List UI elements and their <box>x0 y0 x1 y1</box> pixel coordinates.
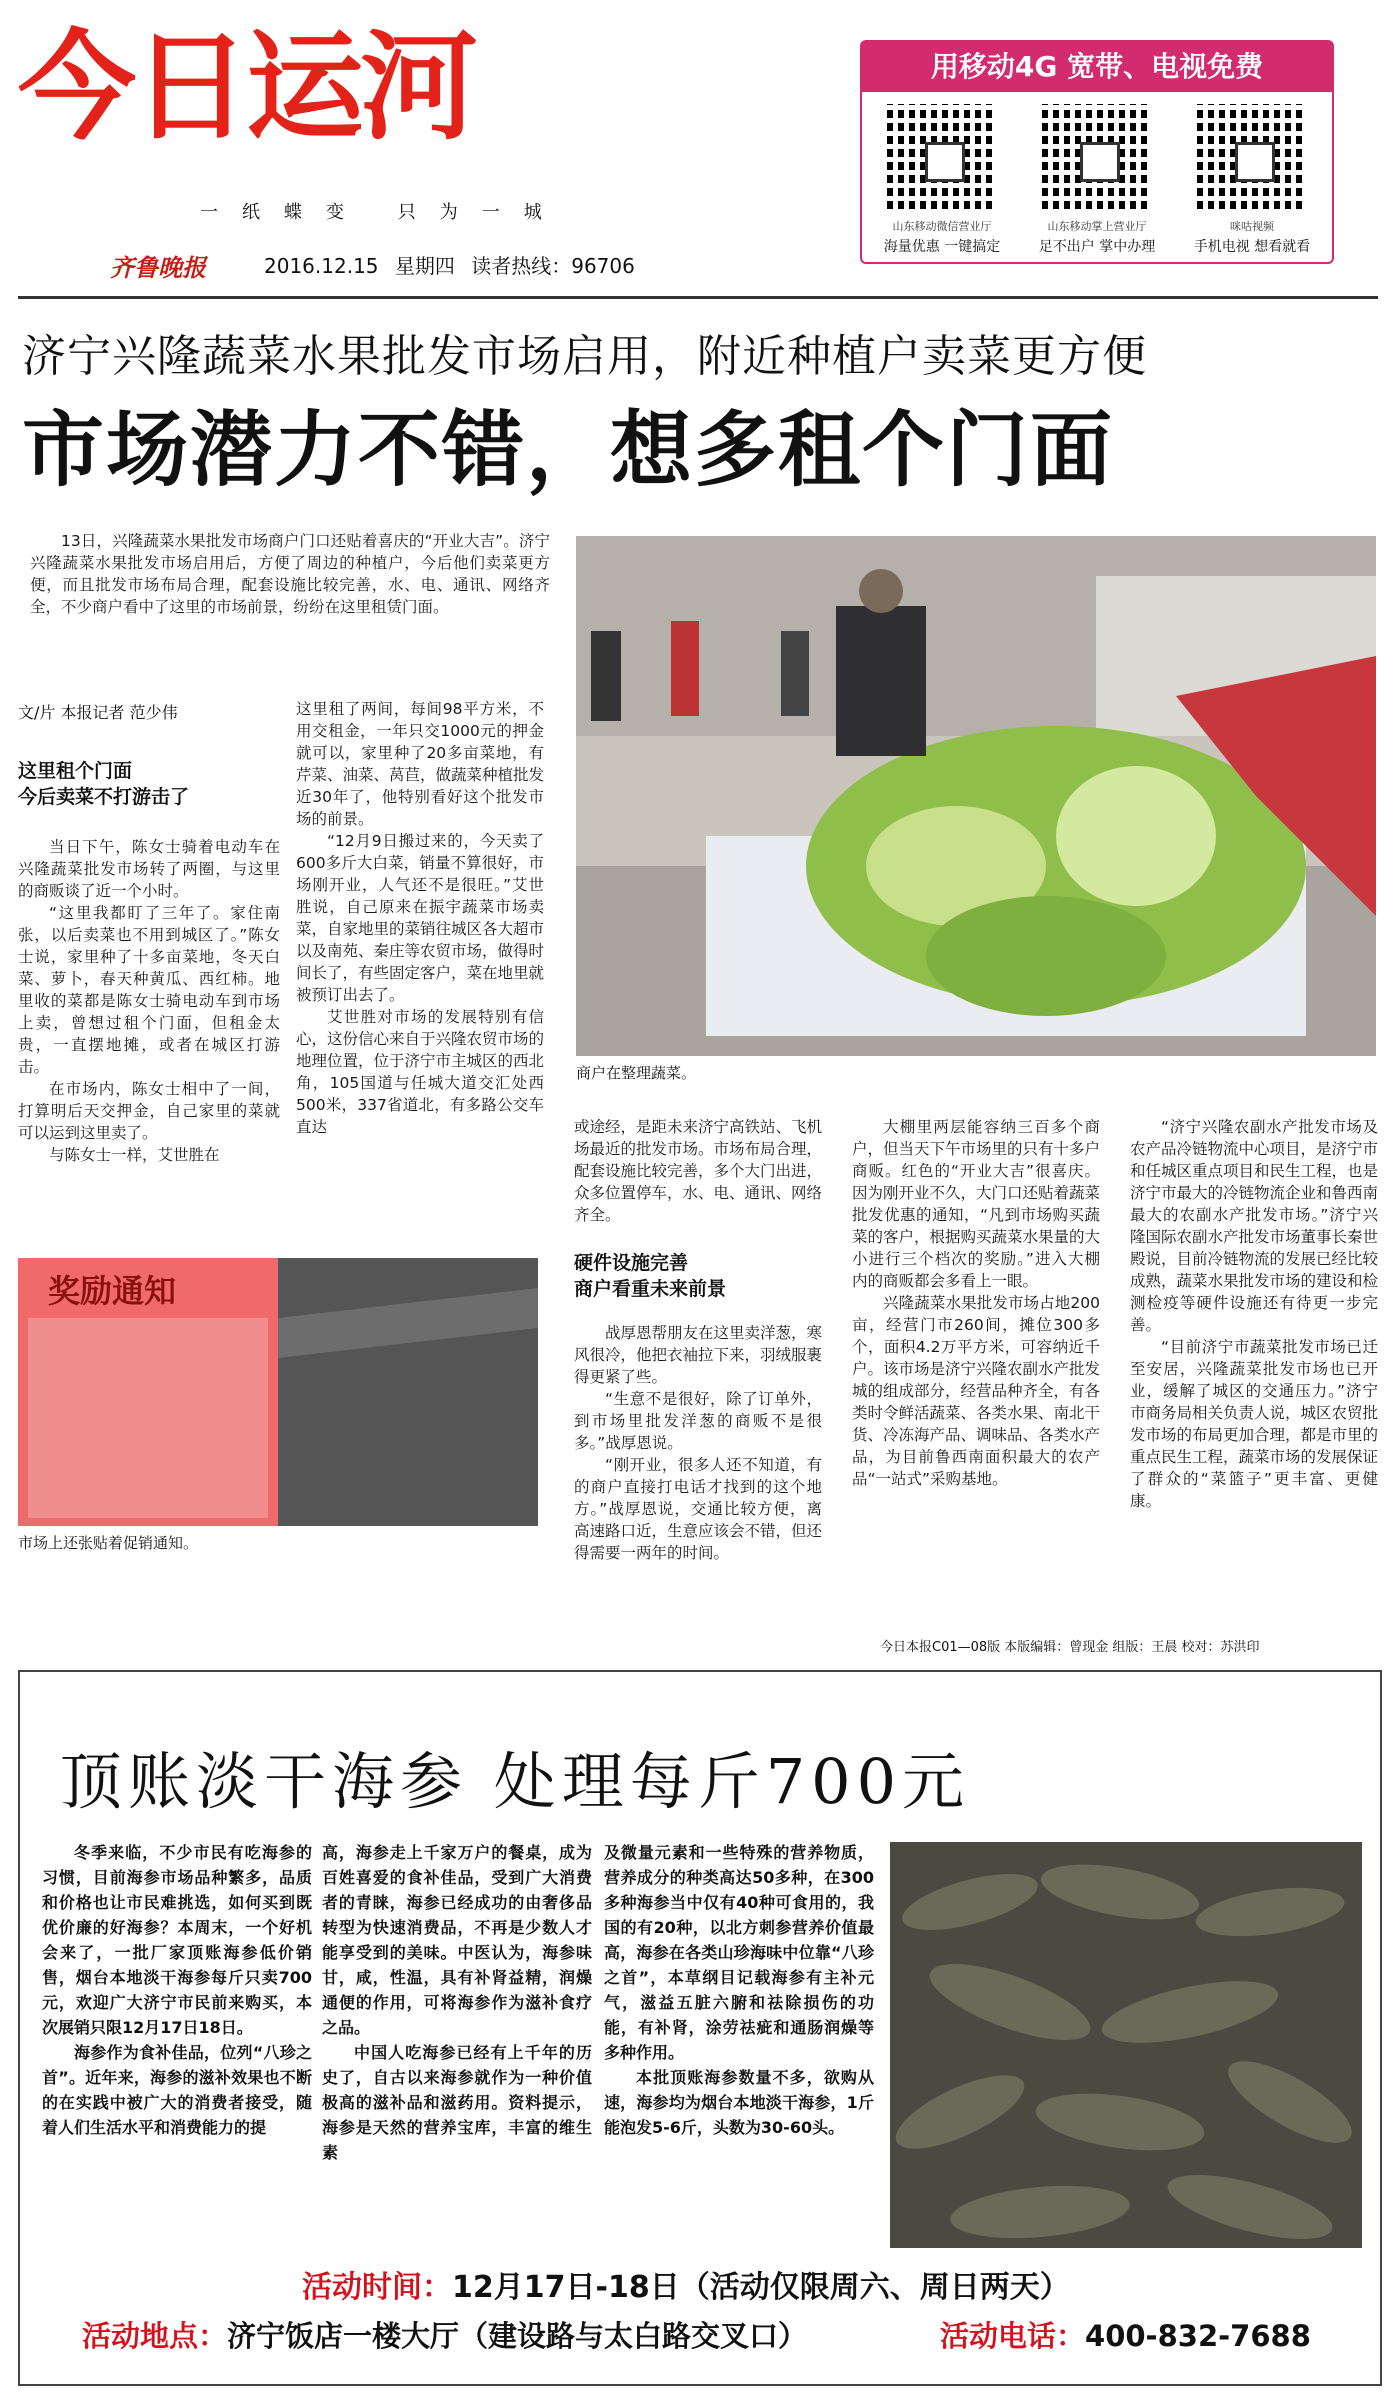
subhead-1-line1: 这里租个门面 <box>18 760 133 782</box>
advert-paragraph: 冬季来临，不少市民有吃海参的习惯，目前海参市场品种繁多，品质和价格也让市民难挑选，如何买到既优价廉的好海参？本周末，一个好机会来了，一批厂家顶账海参低价销售，烟台本地淡干海参每斤只卖700元，欢迎广大济宁市民前来购买，本次展销只限12月17日18日。 <box>42 1843 312 2037</box>
issue-weekday: 星期四 <box>394 254 455 278</box>
paragraph: 大棚里两层能容纳三百多个商户，但当天下午市场里的只有十多户商贩。红色的“开业大吉”很喜庆。因为刚开业不久，大门口还贴着蔬菜批发优惠的通知，“凡到市场购买蔬菜的客户，根据购买蔬菜水果量的大小进行三个档次的奖励。”进入大棚内的商贩都会多看上一眼。 <box>852 1118 1101 1290</box>
paragraph: 与陈女士一样，艾世胜在 <box>49 1146 220 1164</box>
photo1-caption: 商户在整理蔬菜。 <box>576 1064 697 1082</box>
paragraph: 这里租了两间，每间98平方米，不用交租金，一年只交1000元的押金就可以，家里种了20多亩菜地，有芹菜、油菜、莴苣，做蔬菜种植批发近30年了，他特别看好这个批发市场的前景。 <box>296 700 545 828</box>
lead-paragraph: 13日，兴隆蔬菜水果批发市场商户门口还贴着喜庆的“开业大吉”。济宁兴隆蔬菜水果批发市场启用后，方便了周边的种植户，今后他们卖菜更方便，而且批发市场布局合理，配套设施比较完善，水、电、通讯、网络齐全，不少商户看中了这里的市场前景，纷纷在这里租赁门面。 <box>30 532 550 616</box>
advert-paragraph: 及微量元素和一些特殊的营养物质，营养成分的种类高达50多种，在300多种海参当中仅有40种可食用的，我国的有20种，以北方刺参营养价值最高，海参在各类山珍海味中位靠“八珍之首”，本草纲目记载海参有主补元气，滋益五脏六腑和祛除损伤的功能，有补肾，涂劳祛疵和通肠润燥等多种作用。 <box>604 1843 874 2062</box>
issue-date: 2016.12.15 <box>264 254 379 278</box>
qr-label: 山东移动微信营业厅 <box>892 220 992 233</box>
article-headline: 市场潜力不错，想多租个门面 <box>22 403 1115 498</box>
event-time-value: 12月17日-18日（活动仅限周六、周日两天） <box>452 2270 1070 2305</box>
article-col2 <box>296 698 544 1138</box>
qr-caption: 手机电视 想看就看 <box>1193 239 1311 255</box>
article-col4 <box>852 1116 1100 1490</box>
event-place <box>82 2314 807 2355</box>
mobile-ad[interactable] <box>860 40 1334 264</box>
masthead-title: 今日运河 <box>18 18 475 156</box>
subhead-2 <box>574 1250 822 1302</box>
paragraph: “刚开业，很多人还不知道，有的商户直接打电话才找到的这个地方。”战厚恩说，交通比较方便，离高速路口近，生意应该会不错，但还得需要一两年的时间。 <box>574 1456 823 1562</box>
masthead-rule <box>18 296 1378 299</box>
event-phone <box>940 2314 1311 2355</box>
advert-title: 顶账淡干海参 处理每斤700元 <box>60 1745 971 1818</box>
qr-caption: 海量优惠 一键搞定 <box>883 239 1001 255</box>
paragraph: “这里我都盯了三年了。家住南张，以后卖菜也不用到城区了。”陈女士说，家里种了十多亩菜地，冬天白菜、萝卜，春天种黄瓜、西红柿。地里收的菜都是陈女士骑电动车到市场上卖，曾想过租个门面，但租金太贵，一直摆地摊，或者在城区打游击。 <box>18 904 280 1076</box>
article-kicker: 济宁兴隆蔬菜水果批发市场启用，附近种植户卖菜更方便 <box>22 331 1147 382</box>
article-col1 <box>18 836 280 1166</box>
promo-notice-title: 奖励通知 <box>48 1272 177 1310</box>
advert-col3 <box>604 1840 874 2140</box>
paper-logo: 齐鲁晚报 <box>110 253 206 282</box>
article-col5 <box>1130 1116 1378 1512</box>
qr-label: 咪咕视频 <box>1230 220 1274 233</box>
advert-paragraph: 海参作为食补佳品，位列“八珍之首”。近年来，海参的滋补效果也不断的在实践中被广大的消费者接受，随着人们生活水平和消费能力的提 <box>42 2043 312 2137</box>
advert-paragraph: 高，海参走上千家万户的餐桌，成为百姓喜爱的食补佳品，受到广大消费者的青睐，海参已经成功的由奢侈品转型为快速消费品，不再是少数人才能享受到的美味。中医认为，海参味甘，咸，性温，具有补肾益精，润燥通便的作用，可将海参作为滋补食疗之品。 <box>322 1843 592 2037</box>
paragraph: 在市场内，陈女士相中了一间，打算明后天交押金，自己家里的菜就可以运到这里卖了。 <box>18 1080 280 1142</box>
article-col3b <box>574 1322 822 1564</box>
photo2-caption: 市场上还张贴着促销通知。 <box>18 1534 199 1552</box>
paragraph: 战厚恩帮朋友在这里卖洋葱，寒风很冷，他把衣袖拉下来，羽绒服裹得更紧了些。 <box>574 1324 823 1386</box>
event-place-value: 济宁饭店一楼大厅（建设路与太白路交叉口） <box>227 2319 808 2353</box>
paragraph: 当日下午，陈女士骑着电动车在兴隆蔬菜批发市场转了两圈，与这里的商贩谈了近一个小时。 <box>18 838 280 900</box>
subhead-1-line2: 今后卖菜不打游击了 <box>18 786 190 808</box>
article-lead <box>30 530 550 618</box>
sea-cucumber-photo <box>890 1842 1362 2248</box>
advert-col1 <box>42 1840 312 2140</box>
article-col3 <box>574 1116 822 1226</box>
paragraph: “生意不是很好，除了订单外，到市场里批发洋葱的商贩不是很多。”战厚恩说。 <box>574 1390 822 1452</box>
advert-paragraph: 中国人吃海参已经有上千年的历史了，自古以来海参就作为一种价值极高的滋补品和滋药用。资料提示，海参是天然的营养宝库，丰富的维生素 <box>322 2043 592 2162</box>
sea-cucumber-advert <box>18 1670 1382 2386</box>
qr-caption: 足不出户 掌中办理 <box>1038 239 1156 255</box>
vegetable-photo <box>576 536 1376 1056</box>
qr-code-icon <box>887 104 997 214</box>
dateline <box>264 250 645 279</box>
edition-credits: 今日本报C01—08版 本版编辑：曾现金 组版：王晨 校对：苏洪印 <box>880 1640 1260 1655</box>
qr-label: 山东移动掌上营业厅 <box>1047 220 1147 233</box>
promo-notice-photo <box>18 1258 538 1526</box>
event-time <box>302 2262 1070 2306</box>
vegetable-photo-art <box>576 536 1376 1056</box>
masthead-slogan: 一纸蝶变 只为一城 <box>200 202 566 223</box>
qr-wechat[interactable] <box>877 104 1007 256</box>
reader-hotline: 读者热线：96706 <box>471 254 635 278</box>
qr-app[interactable] <box>1032 104 1162 256</box>
event-place-label: 活动地点： <box>82 2319 228 2353</box>
qr-code-icon <box>1042 104 1152 214</box>
sea-cucumber-photo-art <box>890 1842 1362 2248</box>
subhead-2-line2: 商户看重未来前景 <box>574 1278 727 1300</box>
qr-video[interactable] <box>1187 104 1317 256</box>
advert-paragraph: 本批顶账海参数量不多，欲购从速，海参均为烟台本地淡干海参，1斤能泡发5-6斤，头数为30-60头。 <box>604 2068 874 2137</box>
event-phone-value: 400-832-7688 <box>1085 2319 1311 2353</box>
byline: 文/片 本报记者 范少伟 <box>18 703 178 722</box>
paragraph: 兴隆蔬菜水果批发市场占地200亩，经营门市260间，摊位300多个，面积4.2万平方米，可容纳近千户。该市场是济宁兴隆农副水产批发城的组成部分，经营品种齐全，有各类时令鲜活蔬菜、各类水果、南北干货、冷冻海产品、调味品、各类水产品，为目前鲁西南面积最大的农产品“一站式”采购基地。 <box>852 1294 1101 1488</box>
paragraph: “12月9日搬过来的，今天卖了600多斤大白菜，销量不算很好，市场刚开业，人气还不是很旺。”艾世胜说，自己原来在振宇蔬菜市场卖菜，自家地里的菜销往城区各大超市以及南苑、秦庄等农贸市场，做得时间长了，有些固定客户，菜在地里就被预订出去了。 <box>296 832 545 1004</box>
paragraph: “目前济宁市蔬菜批发市场已迁至安居，兴隆蔬菜批发市场也已开业，缓解了城区的交通压力。”济宁市商务局相关负责人说，城区农贸批发市场的布局更加合理，都是市里的重点民生工程，蔬菜市场的发展保证了群众的“菜篮子”更丰富、更健康。 <box>1130 1338 1379 1510</box>
advert-col2 <box>322 1840 592 2165</box>
qr-code-icon <box>1197 104 1307 214</box>
paragraph: “济宁兴隆农副水产批发市场及农产品冷链物流中心项目，是济宁市和任城区重点项目和民生工程，也是济宁市最大的冷链物流企业和鲁西南最大的农副水产批发市场。”济宁兴隆国际农副水产批发市场董事长秦世殿说，目前冷链物流的发展已经比较成熟，蔬菜水果批发市场的建设和检测检疫等硬件设施还有待更一步完善。 <box>1130 1118 1379 1334</box>
subhead-2-line1: 硬件设施完善 <box>574 1252 689 1274</box>
subhead-1 <box>18 758 288 810</box>
event-time-label: 活动时间： <box>302 2270 452 2305</box>
paragraph: 或途经，是距未来济宁高铁站、飞机场最近的批发市场。市场布局合理，配套设施比较完善，多个大门出进，众多位置停车，水、电、通讯、网络齐全。 <box>574 1118 823 1224</box>
mobile-ad-heading: 用移动4G 宽带、电视免费 <box>862 42 1332 92</box>
paragraph: 艾世胜对市场的发展特别有信心，这份信心来自于兴隆农贸市场的地理位置，位于济宁市主城区的西北角，105国道与任城大道交汇处西500米，337省道北，有多路公交车直达 <box>296 1008 545 1136</box>
event-phone-label: 活动电话： <box>940 2319 1086 2353</box>
